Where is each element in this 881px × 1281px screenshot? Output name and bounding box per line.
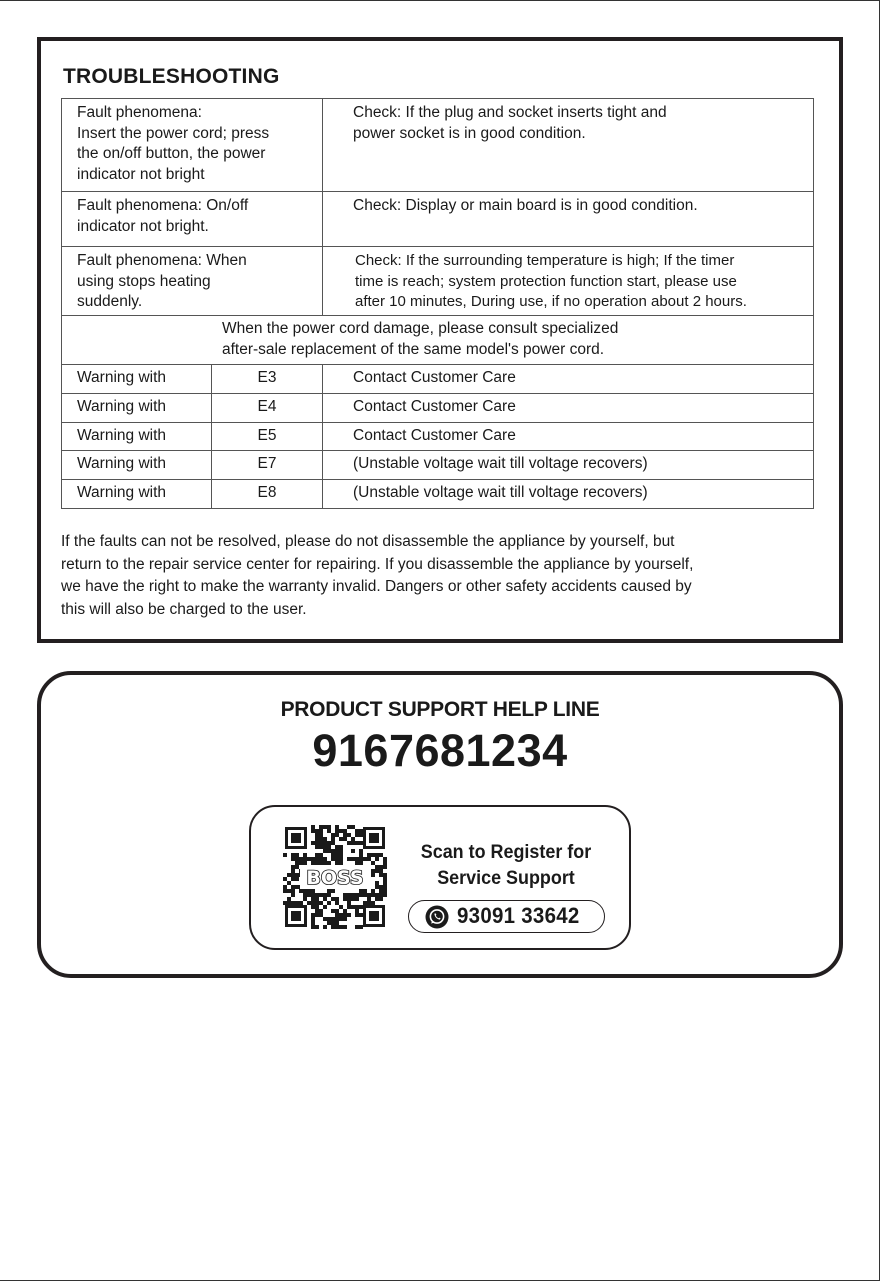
fault-line: Fault phenomena: On/off bbox=[77, 197, 249, 214]
fault-line: the on/off button, the power bbox=[77, 145, 266, 162]
warning-action: (Unstable voltage wait till voltage recovers) bbox=[323, 480, 814, 509]
fault-line: Fault phenomena: bbox=[77, 104, 202, 121]
note-line: after-sale replacement of the same model's power cord. bbox=[222, 340, 605, 358]
error-code: E3 bbox=[212, 365, 323, 394]
warning-action: Contact Customer Care bbox=[323, 393, 814, 422]
qr-logo-text: BOSS bbox=[306, 867, 364, 889]
error-code: E8 bbox=[212, 480, 323, 509]
disclaimer-line: return to the repair service center for repairing. If you disassemble the appliance by yourself, bbox=[61, 555, 694, 573]
disclaimer-line: this will also be charged to the user. bbox=[61, 600, 307, 618]
scan-line: Service Support bbox=[437, 867, 575, 889]
fault-line: Fault phenomena: When bbox=[77, 252, 247, 269]
whatsapp-contact[interactable] bbox=[408, 900, 605, 933]
fault-line: indicator not bright bbox=[77, 165, 205, 183]
warning-action: Contact Customer Care bbox=[323, 422, 814, 451]
disclaimer-paragraph bbox=[61, 531, 817, 621]
fault-cell bbox=[62, 192, 323, 247]
support-section bbox=[37, 671, 843, 978]
whatsapp-icon bbox=[425, 905, 449, 929]
warning-row bbox=[62, 422, 814, 451]
warning-row bbox=[62, 480, 814, 509]
fault-cell bbox=[62, 247, 323, 316]
fault-line: using stops heating bbox=[77, 272, 211, 290]
qr-code-icon[interactable] bbox=[283, 825, 387, 929]
fault-row bbox=[62, 99, 814, 192]
note-line: When the power cord damage, please consult specialized bbox=[222, 320, 619, 337]
check-line: time is reach; system protection function start, please use bbox=[355, 272, 737, 290]
helpline-title: PRODUCT SUPPORT HELP LINE bbox=[280, 698, 600, 721]
error-code: E7 bbox=[212, 451, 323, 480]
fault-row bbox=[62, 192, 814, 247]
warning-action: (Unstable voltage wait till voltage recovers) bbox=[323, 451, 814, 480]
warning-action: Contact Customer Care bbox=[323, 365, 814, 394]
check-line: power socket is in good condition. bbox=[353, 124, 586, 142]
whatsapp-number[interactable]: 93091 33642 bbox=[457, 903, 580, 928]
warning-label: Warning with bbox=[62, 451, 212, 480]
register-card bbox=[249, 805, 631, 950]
note-cell bbox=[62, 316, 814, 365]
fault-row bbox=[62, 247, 814, 316]
scan-line: Scan to Register for bbox=[420, 841, 592, 863]
fault-line: indicator not bright. bbox=[77, 217, 209, 235]
warning-row bbox=[62, 393, 814, 422]
check-cell bbox=[323, 247, 814, 316]
disclaimer-line: we have the right to make the warranty invalid. Dangers or other safety accidents caused by bbox=[61, 578, 692, 595]
warning-label: Warning with bbox=[62, 422, 212, 451]
check-line: Check: If the surrounding temperature is high; If the timer bbox=[355, 252, 735, 269]
warning-row bbox=[62, 365, 814, 394]
warning-label: Warning with bbox=[62, 393, 212, 422]
check-cell bbox=[323, 192, 814, 247]
disclaimer-line: If the faults can not be resolved, please do not disassemble the appliance by yourself, but bbox=[61, 533, 675, 550]
troubleshooting-title: TROUBLESHOOTING bbox=[63, 65, 280, 88]
fault-line: Insert the power cord; press bbox=[77, 124, 270, 142]
check-cell bbox=[323, 99, 814, 192]
check-line: after 10 minutes, During use, if no operation about 2 hours. bbox=[355, 293, 747, 310]
warning-label: Warning with bbox=[62, 480, 212, 509]
check-line: Check: If the plug and socket inserts tight and bbox=[353, 104, 667, 121]
helpline-number: 9167681234 bbox=[312, 725, 568, 776]
fault-cell bbox=[62, 99, 323, 192]
scan-register-text bbox=[409, 839, 602, 891]
error-code: E4 bbox=[212, 393, 323, 422]
troubleshooting-section bbox=[37, 37, 843, 643]
fault-line: suddenly. bbox=[77, 293, 143, 310]
error-code: E5 bbox=[212, 422, 323, 451]
note-row bbox=[62, 316, 814, 365]
warning-label: Warning with bbox=[62, 365, 212, 394]
troubleshooting-table bbox=[61, 98, 814, 509]
warning-row bbox=[62, 451, 814, 480]
check-line: Check: Display or main board is in good condition. bbox=[353, 197, 698, 214]
